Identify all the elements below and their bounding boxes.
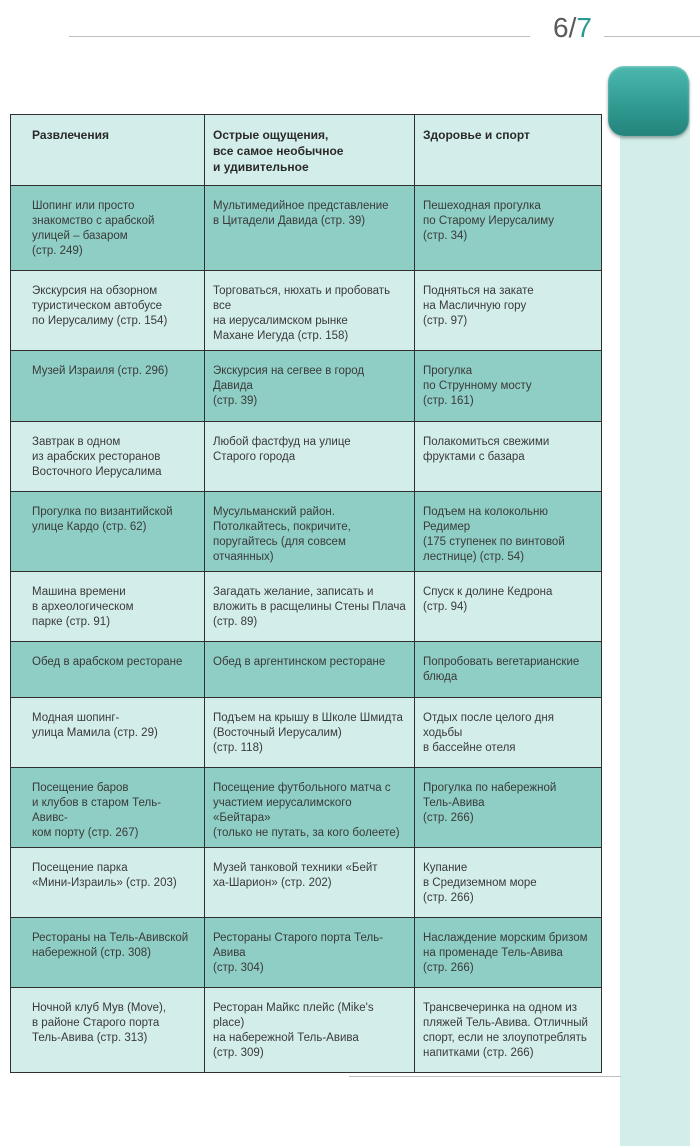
- table-row: [11, 768, 602, 848]
- cell-text: Пешеходная прогулка по Старому Иерусалиму (стр. 34): [423, 200, 555, 242]
- top-rule: [69, 36, 530, 37]
- table-cell: [11, 918, 205, 988]
- table-header-row: [11, 115, 602, 186]
- cell-text: Полакомиться свежими фруктами с базара: [423, 436, 550, 463]
- table-cell: [415, 422, 602, 492]
- activities-table: [10, 114, 602, 1073]
- cell-text: Мультимедийное представление в Цитадели Давида (стр. 39): [213, 200, 389, 227]
- cell-text: Посещение баров и клубов в старом Тель-Авивс- ком порту (стр. 267): [32, 782, 162, 839]
- table-row: [11, 918, 602, 988]
- table-cell: [11, 988, 205, 1073]
- table-cell: [415, 768, 602, 848]
- table-cell: [415, 572, 602, 642]
- header-thrills: Острые ощущения, все самое необычное и удивительное: [205, 115, 415, 186]
- cell-text: Модная шопинг- улица Мамила (стр. 29): [32, 712, 158, 739]
- table-cell: [205, 186, 415, 271]
- header-entertainment: Развлечения: [11, 115, 205, 186]
- table-cell: [11, 848, 205, 918]
- cell-text: Музей Израиля (стр. 296): [32, 365, 169, 377]
- top-rule-right: [604, 36, 700, 37]
- cell-text: Музей танковой техники «Бейт ха-Шарион» (стр. 202): [213, 862, 378, 889]
- header-health-sport: Здоровье и спорт: [415, 115, 602, 186]
- cell-text: Экскурсия на обзорном туристическом автобусе по Иерусалиму (стр. 154): [32, 285, 168, 327]
- cell-text: Посещение парка «Мини-Израиль» (стр. 203): [32, 862, 177, 889]
- cell-text: Шопинг или просто знакомство с арабской улицей – базаром (стр. 249): [32, 200, 155, 257]
- page-number: [553, 10, 592, 46]
- cell-text: Машина времени в археологическом парке (стр. 91): [32, 586, 134, 628]
- table-row: [11, 988, 602, 1073]
- cell-text: Прогулка по Струнному мосту (стр. 161): [423, 365, 532, 407]
- table-row: [11, 698, 602, 768]
- table-cell: [415, 642, 602, 698]
- table-cell: [205, 918, 415, 988]
- cell-text: Загадать желание, записать и вложить в расщелины Стены Плача (стр. 89): [213, 586, 406, 628]
- table-cell: [11, 271, 205, 351]
- cell-text: Экскурсия на сегвее в город Давида (стр. 39): [213, 365, 365, 407]
- cell-text: Отдых после целого дня ходьбы в бассейне отеля: [423, 712, 554, 754]
- table-cell: [415, 918, 602, 988]
- cell-text: Купание в Средиземном море (стр. 266): [423, 862, 537, 904]
- table-cell: [415, 271, 602, 351]
- side-strip: [620, 80, 690, 1146]
- table-cell: [11, 492, 205, 572]
- cell-text: Прогулка по византийской улице Кардо (стр. 62): [32, 506, 173, 533]
- table-cell: [11, 642, 205, 698]
- table-cell: [415, 186, 602, 271]
- table-cell: [205, 988, 415, 1073]
- cell-text: Спуск к долине Кедрона (стр. 94): [423, 586, 553, 613]
- table-cell: [205, 698, 415, 768]
- table-cell: [205, 768, 415, 848]
- table-row: [11, 492, 602, 572]
- cell-text: Обед в арабском ресторане: [32, 656, 183, 668]
- table-cell: [205, 642, 415, 698]
- cell-text: Обед в аргентинском ресторане: [213, 656, 386, 668]
- page-current: 6: [553, 12, 569, 43]
- table-row: [11, 642, 602, 698]
- table-cell: [11, 351, 205, 422]
- cell-text: Торговаться, нюхать и пробовать все на иерусалимском рынке Махане Иегуда (стр. 158): [213, 285, 391, 342]
- table-row: [11, 186, 602, 271]
- cell-text: Наслаждение морским бризом на променаде Тель-Авива (стр. 266): [423, 932, 588, 974]
- cell-text: Попробовать вегетарианские блюда: [423, 656, 580, 683]
- table-row: [11, 572, 602, 642]
- table-cell: [415, 848, 602, 918]
- cell-text: Прогулка по набережной Тель-Авива (стр. 266): [423, 782, 557, 824]
- table-cell: [205, 271, 415, 351]
- table-cell: [11, 572, 205, 642]
- cell-text: Трансвечеринка на одном из пляжей Тель-Авива. Отличный спорт, если не злоупотреблять напитками (стр. 266): [423, 1002, 588, 1059]
- cell-text: Посещение футбольного матча с участием иерусалимского «Бейтара» (только не путать, за кого болеете): [213, 782, 400, 839]
- table-row: [11, 351, 602, 422]
- table-cell: [415, 492, 602, 572]
- table-cell: [415, 698, 602, 768]
- table-cell: [11, 186, 205, 271]
- table-cell: [205, 848, 415, 918]
- bottom-rule: [349, 1076, 621, 1077]
- cell-text: Рестораны Старого порта Тель-Авива (стр. 304): [213, 932, 384, 974]
- cell-text: Ресторан Майкс плейс (Mike's place) на набережной Тель-Авива (стр. 309): [213, 1002, 374, 1059]
- cell-text: Мусульманский район. Потолкайтесь, покричите, поругайтесь (для совсем отчаянных): [213, 506, 351, 563]
- table-cell: [415, 988, 602, 1073]
- side-tab: [608, 66, 689, 136]
- table-cell: [415, 351, 602, 422]
- table-cell: [205, 351, 415, 422]
- table-row: [11, 422, 602, 492]
- cell-text: Подняться на закате на Масличную гору (стр. 97): [423, 285, 534, 327]
- table-cell: [205, 572, 415, 642]
- table-cell: [11, 698, 205, 768]
- table-cell: [205, 422, 415, 492]
- page-separator: /: [568, 12, 577, 43]
- page-total: 7: [576, 12, 592, 43]
- table-row: [11, 848, 602, 918]
- cell-text: Ночной клуб Мув (Move), в районе Старого порта Тель-Авива (стр. 313): [32, 1002, 167, 1044]
- table-cell: [11, 768, 205, 848]
- table-row: [11, 271, 602, 351]
- cell-text: Подъем на крышу в Школе Шмидта (Восточный Иерусалим) (стр. 118): [213, 712, 403, 754]
- cell-text: Подъем на колокольню Редимер (175 ступенек по винтовой лестнице) (стр. 54): [423, 506, 565, 563]
- cell-text: Рестораны на Тель-Авивской набережной (стр. 308): [32, 932, 189, 959]
- table-cell: [205, 492, 415, 572]
- table-cell: [11, 422, 205, 492]
- cell-text: Завтрак в одном из арабских ресторанов Восточного Иерусалима: [32, 436, 162, 478]
- cell-text: Любой фастфуд на улице Старого города: [213, 436, 351, 463]
